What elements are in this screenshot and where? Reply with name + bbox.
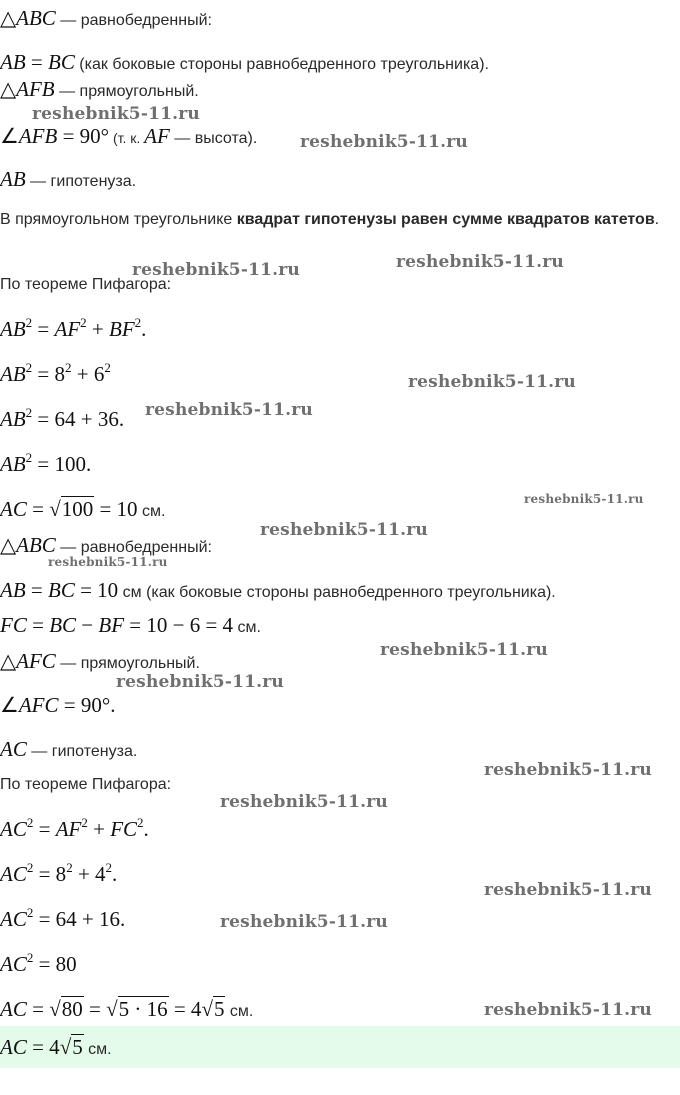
watermark: reshebnik5-11.ru	[484, 880, 652, 900]
watermark: reshebnik5-11.ru	[48, 555, 168, 569]
text: — гипотенуза.	[25, 173, 137, 190]
formula: AC = 4√5	[0, 1035, 83, 1059]
text: — гипотенуза.	[26, 743, 138, 760]
formula: $AC^2 = 8^2 + 4^2$.	[0, 860, 118, 886]
formula: AB = BC	[0, 50, 75, 74]
text: (т. к.	[109, 130, 145, 146]
watermark: reshebnik5-11.ru	[32, 104, 200, 124]
formula: △AFB	[0, 77, 55, 101]
pythagorean-rule	[0, 203, 675, 237]
line-pythagoras	[0, 273, 680, 297]
line-ab-hypotenuse	[0, 167, 680, 194]
formula: $AB^2 = 100$.	[0, 450, 92, 476]
line-ab-eq-bc	[0, 50, 680, 77]
eq-ac2-sum	[0, 817, 680, 844]
formula: AC = √80 = √5 · 16 = 4√5	[0, 997, 225, 1021]
watermark: reshebnik5-11.ru	[132, 260, 300, 280]
line-angle-afc	[0, 693, 680, 720]
formula: △AFC	[0, 649, 56, 673]
formula: △ABC	[0, 6, 56, 30]
formula: AF	[144, 124, 170, 148]
formula: AC = √100 = 10	[0, 497, 138, 521]
text: По теореме Пифагора:	[0, 276, 172, 293]
formula: $AB^2 = AF^2 + BF^2$.	[0, 315, 147, 341]
text: — равнобедренный:	[55, 12, 212, 29]
formula: $AC^2 = 64 + 16$.	[0, 905, 126, 931]
watermark: reshebnik5-11.ru	[116, 672, 284, 692]
text: По теореме Пифагора:	[0, 776, 172, 793]
watermark: reshebnik5-11.ru	[260, 520, 428, 540]
eq-ab2-values	[0, 407, 680, 434]
watermark: reshebnik5-11.ru	[220, 912, 388, 932]
line-ab-eq-bc-10	[0, 578, 680, 605]
rule-bold: квадрат гипотенузы равен сумме квадратов катетов	[236, 211, 655, 228]
formula: $AC^2 = 80$	[0, 950, 77, 976]
watermark: reshebnik5-11.ru	[484, 760, 652, 780]
formula: ∠AFC = 90°.	[0, 693, 116, 717]
formula: AC	[0, 737, 27, 761]
eq-ac2-result	[0, 952, 680, 979]
watermark: reshebnik5-11.ru	[380, 640, 548, 660]
text: — прямоугольный.	[55, 655, 200, 672]
watermark: reshebnik5-11.ru	[300, 132, 468, 152]
watermark: reshebnik5-11.ru	[484, 1000, 652, 1020]
answer-unit: см.	[83, 1041, 112, 1058]
formula: $AC^2 = AF^2 + FC^2$.	[0, 815, 149, 841]
eq-ab2-squares	[0, 362, 680, 389]
line-fc	[0, 613, 680, 640]
formula: $AB^2 = 64 + 36$.	[0, 405, 125, 431]
line-triangle-afb	[0, 77, 680, 104]
text: — равнобедренный:	[55, 539, 212, 556]
text: — высота).	[169, 130, 258, 147]
text: — прямоугольный.	[54, 83, 199, 100]
text: (как боковые стороны равнобедренного треугольника).	[74, 56, 489, 73]
line-triangle-abc	[0, 6, 680, 33]
rule-prefix: В прямоугольном треугольнике	[0, 211, 237, 228]
line-triangle-afc	[0, 649, 680, 676]
watermark: reshebnik5-11.ru	[145, 400, 313, 420]
watermark: reshebnik5-11.ru	[524, 492, 644, 506]
watermark: reshebnik5-11.ru	[220, 792, 388, 812]
text: см.	[233, 619, 261, 636]
eq-ab2-sum	[0, 317, 680, 344]
answer-line	[0, 1035, 680, 1062]
formula: AB = BC = 10	[0, 578, 119, 602]
formula: $AB^2 = 8^2 + 6^2$	[0, 360, 111, 386]
text: см.	[137, 503, 166, 520]
watermark: reshebnik5-11.ru	[408, 372, 576, 392]
formula: ∠AFB = 90°	[0, 124, 110, 148]
watermark: reshebnik5-11.ru	[396, 252, 564, 272]
formula: AB	[0, 167, 26, 191]
rule-suffix: .	[654, 211, 660, 228]
formula: FC = BC − BF = 10 − 6 = 4	[0, 613, 234, 637]
formula: △ABC	[0, 533, 56, 557]
eq-ab2-result	[0, 452, 680, 479]
text: см (как боковые стороны равнобедренного треугольника).	[118, 584, 556, 601]
text: см.	[225, 1003, 254, 1020]
